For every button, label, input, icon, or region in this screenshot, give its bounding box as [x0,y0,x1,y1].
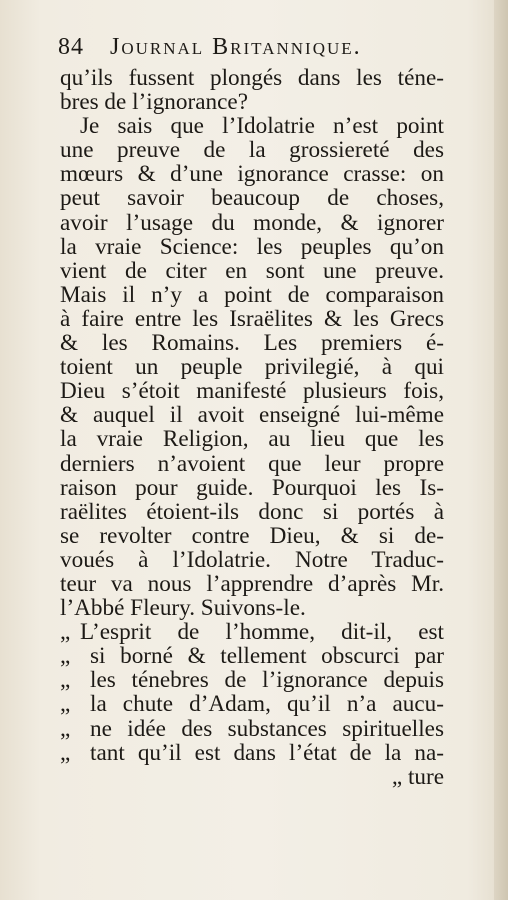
quote-line-text: les ténebres de l’ignorance depuis [90,667,444,694]
text-line: toient un peuple privilegié, à qui [60,354,444,381]
quote-line-text: la chute d’Adam, qu’il n’a aucu- [90,691,444,718]
text-line: voués à l’Idolatrie. Notre Traduc- [60,546,444,573]
text-line: Mais il n’y a point de comparaison [60,281,444,308]
text-line: & les Romains. Les premiers é- [60,330,444,357]
quote-mark: „ [60,691,71,718]
text-line: mœurs & d’une ignorance crasse: on [60,161,444,188]
text-line: à faire entre les Israëlites & les Grecs [60,305,444,332]
quote-line [60,741,444,765]
quote-line [60,668,444,692]
quote-line [60,644,444,668]
text-line: avoir l’usage du monde, & ignorer [60,209,444,236]
text-line: Je sais que l’Idolatrie n’est point [80,113,444,140]
text-line: peut savoir beaucoup de choses, [60,185,444,212]
quote-line [60,692,444,716]
page-number: 84 [58,34,84,60]
text-line: & auquel il avoit enseigné lui-même [60,402,444,429]
quote-line-text: tant qu’il est dans l’état de la na- [90,739,444,766]
quote-line-text: si borné & tellement obscurci par [90,643,444,670]
text-line: l’Abbé Fleury. Suivons-le. [60,595,306,622]
text-line: Dieu s’étoit manifesté plusieurs fois, [60,378,444,405]
quote-mark: „ [60,715,71,742]
text-line: la vraie Science: les peuples qu’on [60,233,444,260]
quote-line-text: ne idée des substances spirituelles [90,715,444,742]
page-edge-shadow [494,0,508,900]
quote-line-text: L’esprit de l’homme, dit-il, est [80,619,444,646]
text-line: raëlites étoient-ils donc si portés à [60,498,444,525]
text-line: se revolter contre Dieu, & si de- [60,522,444,549]
text-line: teur va nous l’apprendre d’après Mr. [60,570,444,597]
quote-line [60,620,444,644]
catchword: „ ture [391,763,444,790]
text-line: bres de l’ignorance? [60,89,248,116]
quote-mark: „ [60,667,71,694]
text-line: une preuve de la grossiereté des [60,137,444,164]
text-line: qu’ils fussent plongés dans les téne- [60,65,444,91]
running-head: Journal Britannique. [110,34,362,60]
text-line: raison pour guide. Pourquoi les Is- [60,474,444,501]
quote-mark: „ [60,619,71,646]
quote-line [60,717,444,741]
text-line: derniers n’avoient que leur propre [60,450,444,477]
quote-mark: „ [60,739,71,766]
text-line: vient de citer en sont une preuve. [60,257,444,284]
body-text [60,66,444,789]
text-line: la vraie Religion, au lieu que les [60,426,444,453]
quote-mark: „ [60,643,71,670]
